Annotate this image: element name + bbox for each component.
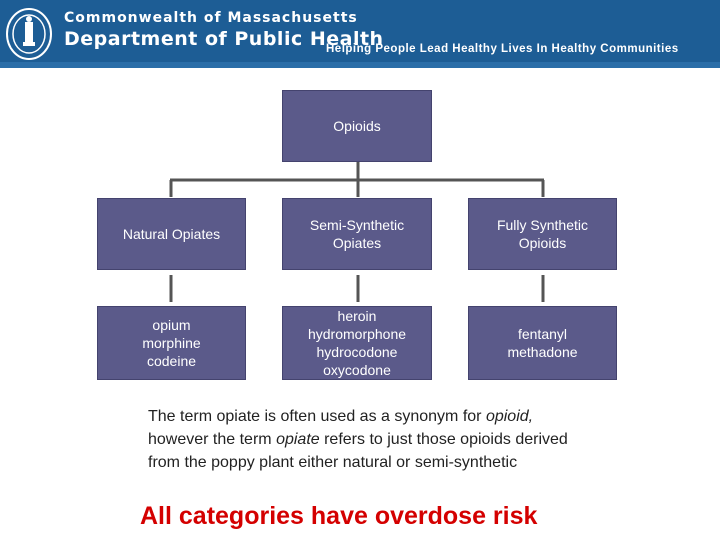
caption-part-1: The term opiate is often used as a synonym for	[148, 408, 486, 425]
agency-line-2: Department of Public Health	[64, 28, 384, 50]
caption-part-2: however the term	[148, 431, 277, 448]
examples-box-fully-synthetic: fentanyl methadone	[468, 306, 617, 380]
caption-emphasis-opiate: opiate	[276, 431, 320, 448]
opiate-definition-caption	[148, 405, 598, 474]
examples-box-semi-synthetic: heroin hydromorphone hydrocodone oxycodone	[282, 306, 432, 380]
caption-part-3: refers to just those opioids derived from the poppy plant either natural or semi-synthetic	[148, 431, 568, 471]
examples-box-natural: opium morphine codeine	[97, 306, 246, 380]
tagline: Helping People Lead Healthy Lives In Healthy Communities	[326, 43, 679, 55]
overdose-risk-note: All categories have overdose risk	[140, 502, 538, 530]
root-box-opioids: Opioids	[282, 90, 432, 162]
agency-line-1: Commonwealth of Massachusetts	[64, 10, 358, 26]
category-box-fully-synthetic: Fully Synthetic Opioids	[468, 198, 617, 270]
category-box-semi-synthetic: Semi-Synthetic Opiates	[282, 198, 432, 270]
caption-emphasis-opioid: opioid,	[485, 408, 534, 425]
category-box-natural: Natural Opiates	[97, 198, 246, 270]
